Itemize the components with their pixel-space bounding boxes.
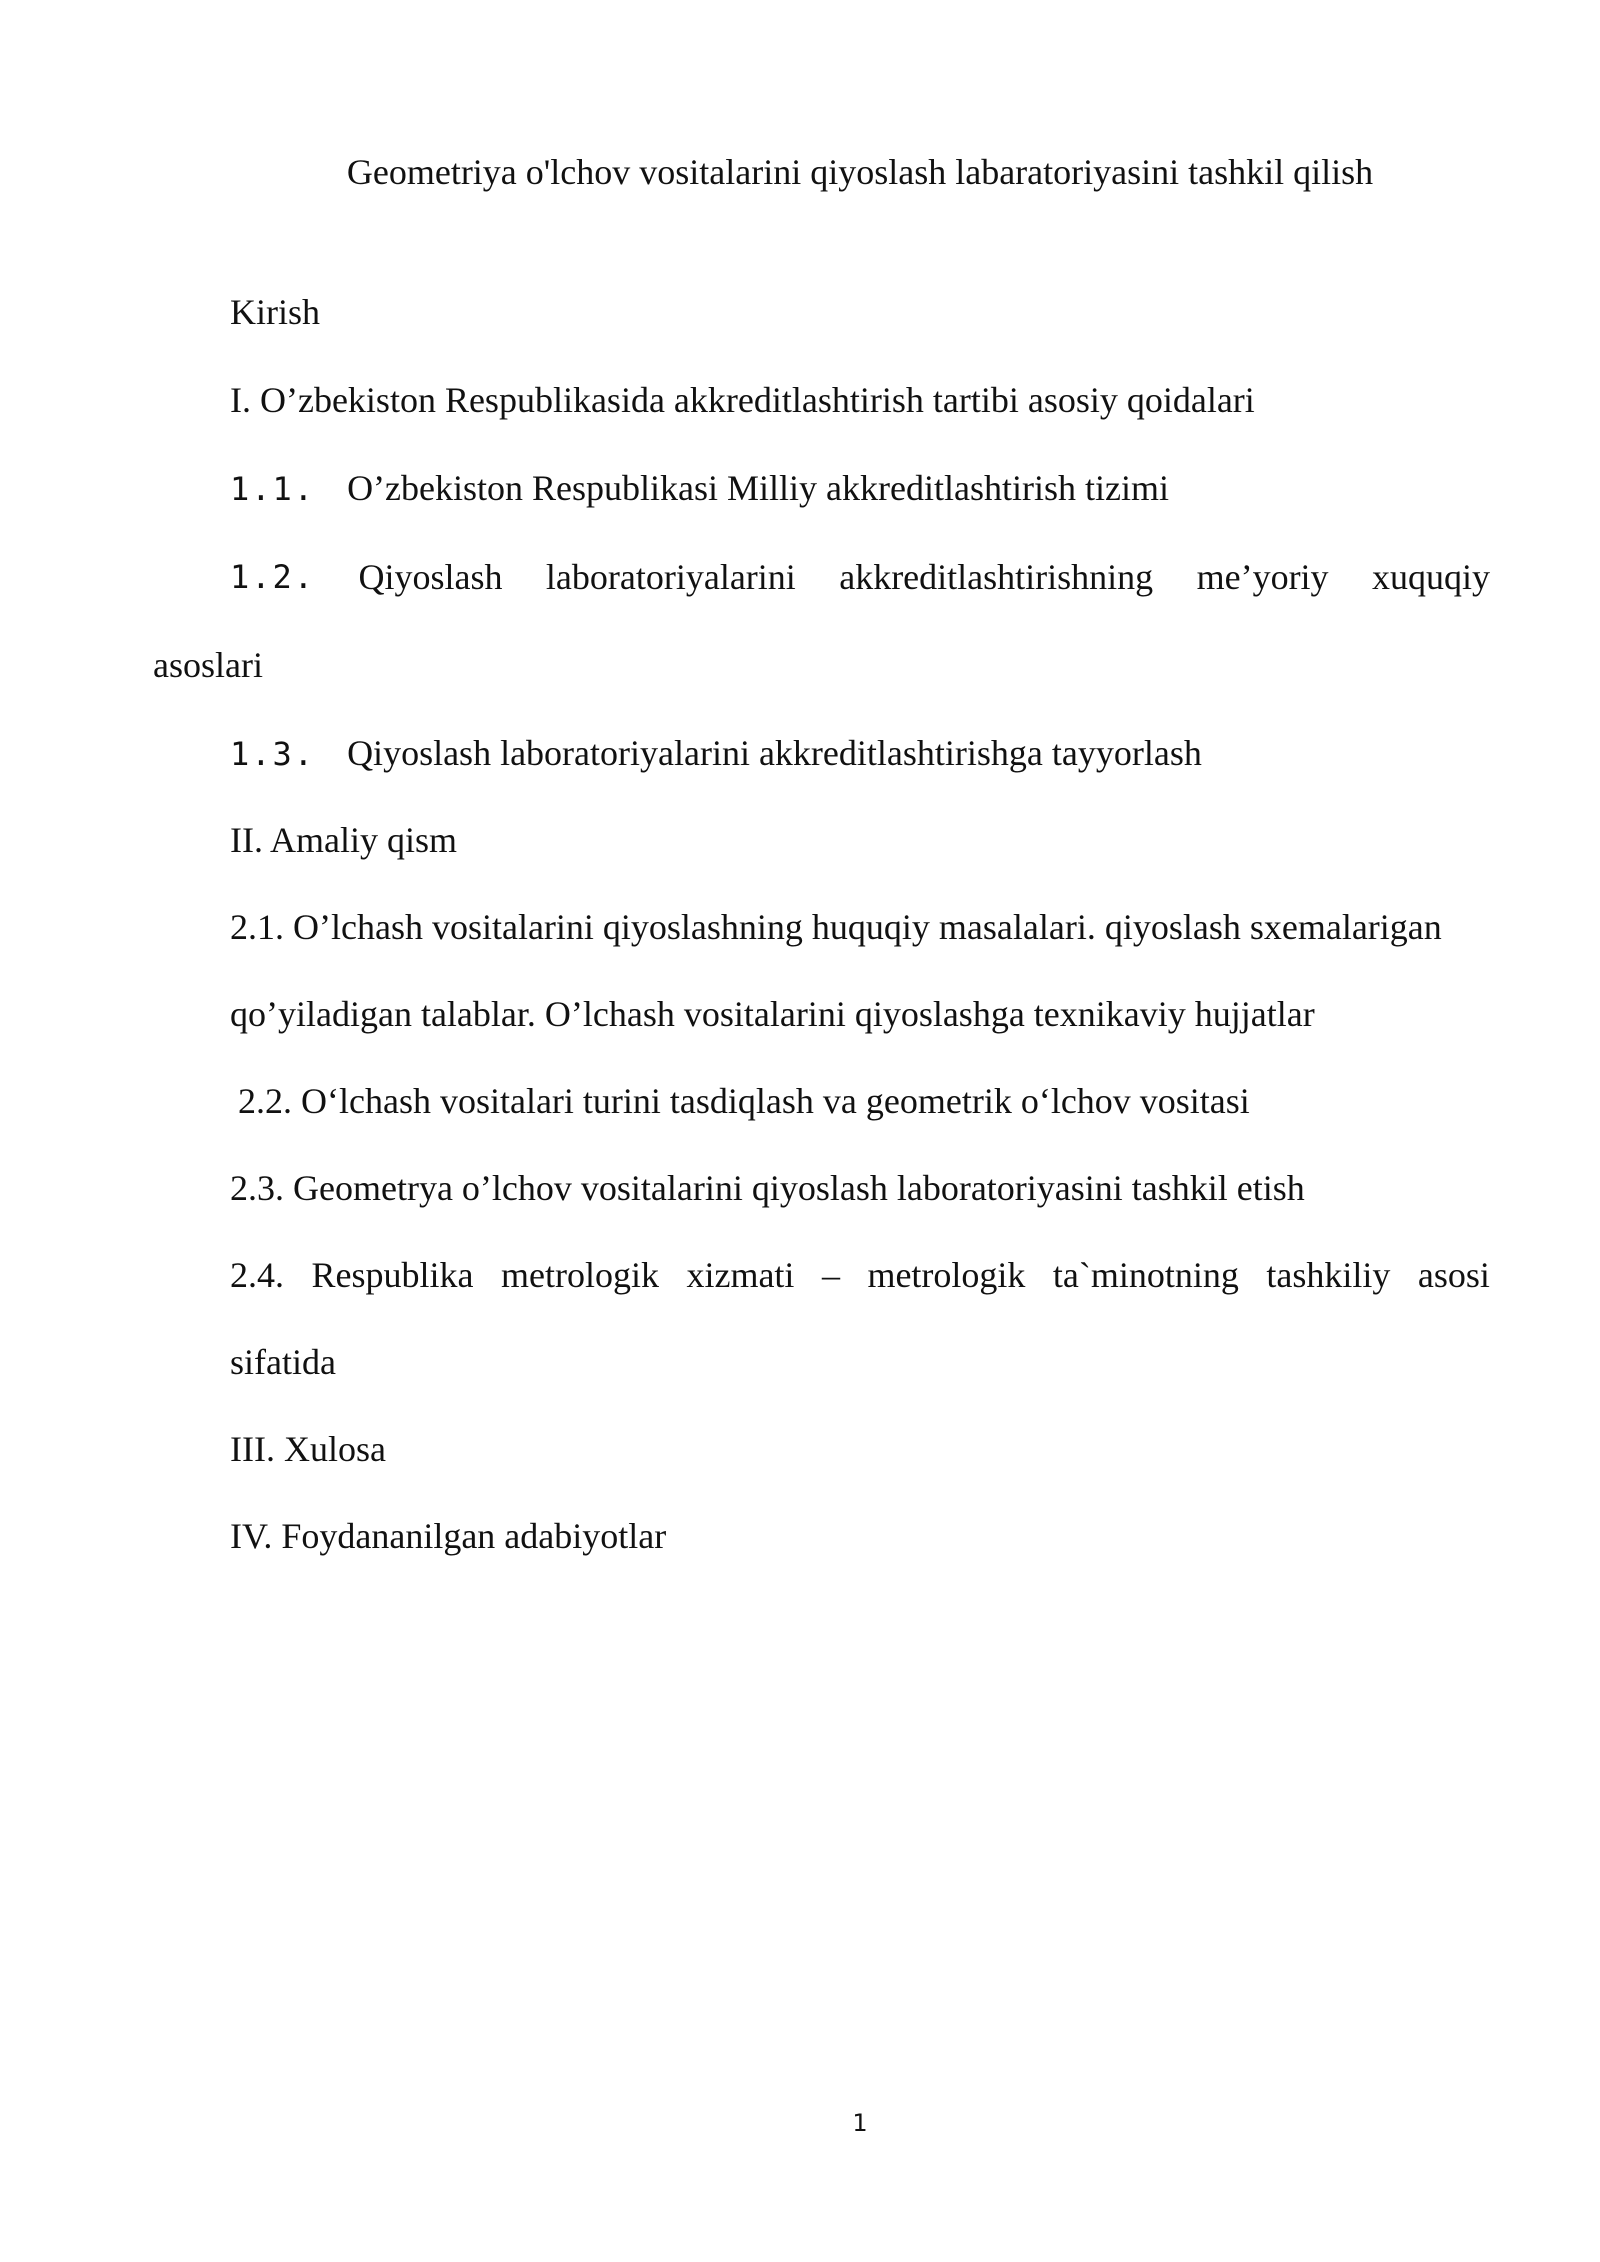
toc-item-2-4-word: ta`minotning [1052, 1255, 1239, 1295]
toc-item-1-2-number: 1.2. [230, 558, 316, 596]
toc-item-2-4-word: xizmati [686, 1255, 795, 1295]
toc-item-1-1-text: O’zbekiston Respublikasi Milliy akkreditlashtirish tizimi [347, 468, 1169, 508]
toc-item-1-2-word: Qiyoslash [358, 557, 503, 597]
toc-item-2-4-word: tashkiliy [1266, 1255, 1391, 1295]
toc-item-1-2-word: akkreditlashtirishning [839, 557, 1154, 597]
toc-item-1-3-text: Qiyoslash laboratoriyalarini akkreditlashtirishga tayyorlash [347, 733, 1202, 773]
toc-item-2-1-line-1: 2.1. O’lchash vositalarini qiyoslashning huquqiy masalalari. qiyoslash sxemalarigan [230, 907, 1442, 947]
toc-item-1-1 [230, 466, 1490, 511]
toc-item-2-4-word: 2.4. [230, 1255, 284, 1295]
toc-item-2-3: 2.3. Geometrya o’lchov vositalarini qiyoslash laboratoriyasini tashkil etish [230, 1168, 1305, 1208]
toc-item-1-3-number: 1.3. [230, 735, 316, 773]
toc-item-1-1-number: 1.1. [230, 470, 316, 508]
toc-item-1-2-word: laboratoriyalarini [545, 557, 796, 597]
toc-section-4: IV. Foydananilgan adabiyotlar [230, 1516, 667, 1556]
toc-item-2-4-word: asosi [1417, 1255, 1490, 1295]
toc-item-1-2-word: me’yoriy [1196, 557, 1329, 597]
page-number: 1 [852, 2109, 868, 2137]
toc-intro: Kirish [230, 292, 320, 332]
toc-item-1-2-word: xuquqiy [1371, 557, 1490, 597]
toc-item-1-3 [230, 731, 1490, 776]
toc-item-2-4 [230, 1253, 1490, 1297]
document-title: Geometriya o'lchov vositalarini qiyoslash labaratoriyasini tashkil qilish [346, 152, 1374, 192]
toc-item-2-4-word: Respublika [311, 1255, 474, 1295]
toc-item-2-4-word: – [821, 1255, 840, 1295]
toc-section-2: II. Amaliy qism [230, 820, 457, 860]
toc-item-2-4-word: metrologik [500, 1255, 659, 1295]
toc-section-3: III. Xulosa [230, 1429, 386, 1469]
toc-item-2-1-line-2: qo’yiladigan talablar. O’lchash vositalarini qiyoslashga texnikaviy hujjatlar [230, 994, 1315, 1034]
toc-item-1-2 [230, 555, 1490, 599]
toc-item-2-4-continuation: sifatida [230, 1342, 336, 1382]
toc-item-2-2: 2.2. O‘lchash vositalari turini tasdiqlash va geometrik o‘lchov vositasi [238, 1081, 1250, 1121]
toc-section-1: I. O’zbekiston Respublikasida akkreditlashtirish tartibi asosiy qoidalari [230, 380, 1255, 420]
toc-item-1-2-continuation: asoslari [153, 645, 263, 685]
toc-item-2-4-word: metrologik [867, 1255, 1026, 1295]
